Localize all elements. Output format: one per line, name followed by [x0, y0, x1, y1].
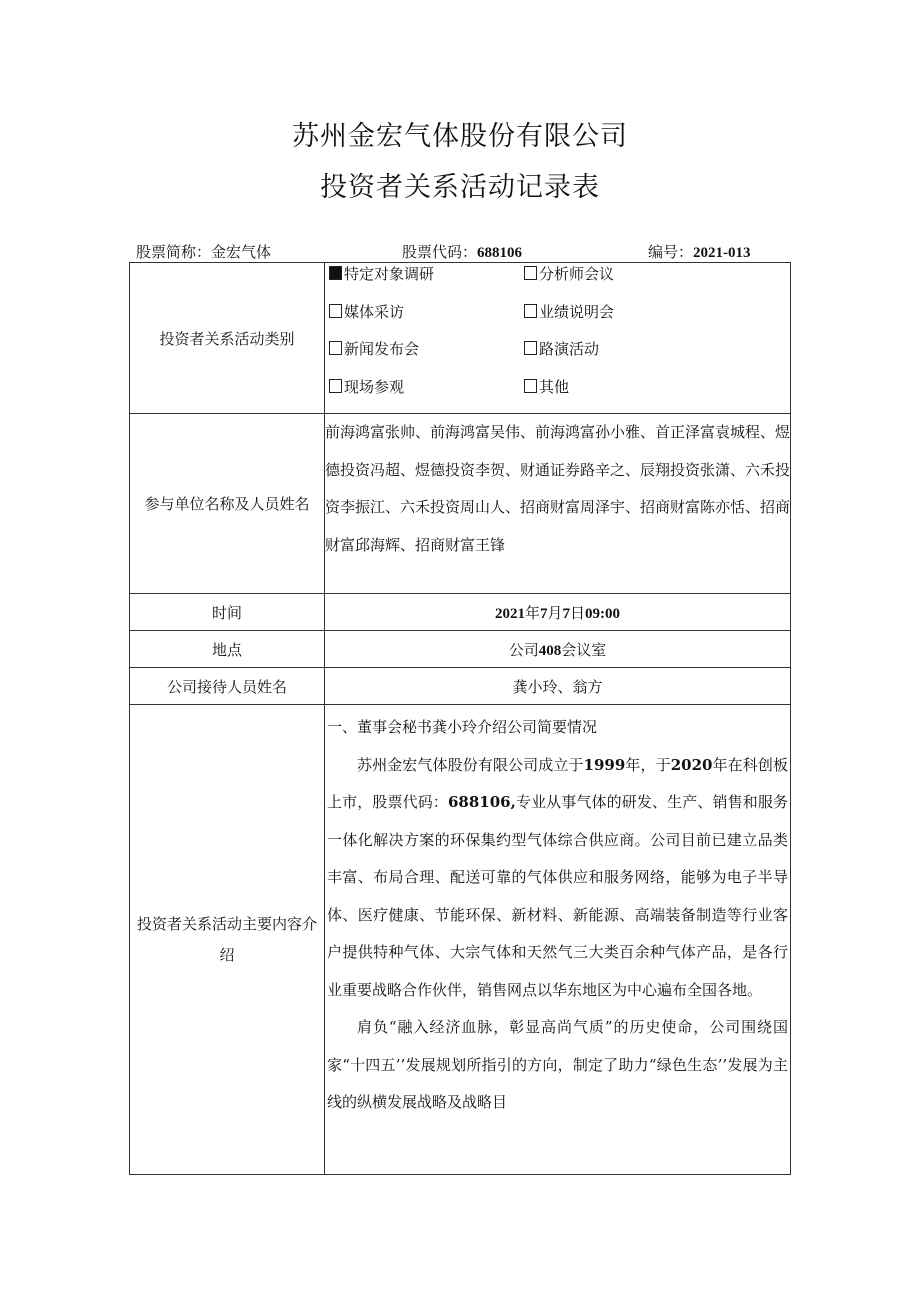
participants-label: 参与单位名称及人员姓名 [130, 414, 325, 594]
intro-text-c: 年在科创板上市，股票代码： [327, 755, 788, 811]
location-label: 地点 [130, 631, 325, 668]
serial-value: 2021-013 [693, 245, 751, 261]
activity-type-row [130, 263, 791, 414]
stock-code-value: 688106 [477, 245, 523, 261]
time-month: 7 [539, 605, 548, 622]
listing-year: 2020 [670, 755, 713, 774]
time-label: 时间 [130, 594, 325, 631]
activity-option-label: 特定对象调研 [344, 265, 435, 283]
activity-option[interactable] [524, 376, 719, 414]
founding-year: 1999 [583, 755, 626, 774]
serial-number [648, 241, 751, 262]
activity-option[interactable] [524, 301, 719, 339]
record-table [129, 262, 791, 1175]
checkbox-icon[interactable] [524, 379, 537, 393]
serial-label: 编号： [648, 243, 694, 261]
time-year: 2021 [494, 605, 525, 622]
checkbox-icon[interactable] [524, 304, 537, 318]
company-title: 苏州金宏气体股份有限公司 [292, 121, 628, 152]
form-title: 投资者关系活动记录表 [320, 172, 600, 203]
main-content-body [325, 705, 791, 1175]
checkbox-icon[interactable] [329, 379, 342, 393]
activity-option[interactable] [329, 376, 524, 414]
checkbox-icon[interactable] [524, 266, 537, 280]
activity-option-label: 其他 [539, 377, 570, 396]
activity-option[interactable] [524, 263, 719, 301]
time-day: 7 [562, 605, 570, 622]
time-clock: 09:00 [585, 605, 621, 622]
activity-option-label: 路演活动 [539, 340, 600, 358]
activity-type-label: 投资者关系活动类别 [130, 263, 325, 414]
location-prefix: 公司 [508, 640, 539, 659]
activity-option-label: 媒体采访 [344, 302, 405, 321]
checkbox-icon[interactable] [329, 304, 342, 318]
activity-option[interactable] [524, 338, 719, 376]
main-content-heading: 一、董事会秘书龚小玲介绍公司简要情况 [327, 718, 598, 736]
activity-option-label: 新闻发布会 [344, 340, 420, 358]
location-room: 408 [538, 642, 562, 659]
stock-code [402, 241, 522, 262]
reception-row [130, 668, 791, 705]
mission-paragraph: 肩负“融入经济血脉，彰显高尚气质”的历史使命，公司围绕国家“十四五’’发展规划所指引的方向，制定了助力“绿色生态’’发展为主线的纵横发展战略及战略目 [327, 1018, 788, 1111]
activity-option-label: 业绩说明会 [539, 302, 615, 321]
activity-option[interactable] [329, 263, 524, 301]
intro-stock-code: 688106, [447, 793, 516, 811]
checkbox-icon[interactable] [524, 341, 537, 355]
time-value: 2021年7月7日09:00 [325, 594, 791, 631]
activity-option-label: 现场参观 [344, 377, 405, 396]
intro-text-a: 苏州金宏气体股份有限公司成立于 [357, 755, 584, 774]
location-suffix: 会议室 [561, 640, 607, 659]
checkbox-group [325, 263, 790, 413]
activity-option[interactable] [329, 338, 524, 376]
activity-option-label: 分析师会议 [539, 265, 615, 283]
main-content-label: 投资者关系活动主要内容介绍 [130, 705, 325, 1175]
stock-code-label: 股票代码： [402, 243, 478, 261]
activity-option[interactable] [329, 301, 524, 339]
company-intro-paragraph [327, 747, 788, 1010]
location-value [325, 631, 791, 668]
time-row [130, 594, 791, 631]
reception-value: 龚小玲、翁方 [325, 668, 791, 705]
main-content-row [130, 705, 791, 1175]
activity-type-options [325, 263, 791, 414]
reception-label: 公司接待人员姓名 [130, 668, 325, 705]
participants-row [130, 414, 791, 594]
checkbox-icon[interactable] [329, 341, 342, 355]
participants-value: 前海鸿富张帅、前海鸿富吴伟、前海鸿富孙小雅、首正泽富袁城程、煜德投资冯超、煜德投资李贺、财通证券路辛之、辰翔投资张潇、六禾投资李振江、六禾投资周山人、招商财富周泽宇、招商财富陈亦恬、招商财富邱海辉、招商财富王锋 [325, 414, 791, 594]
stock-name: 股票简称：金宏气体 [136, 243, 272, 261]
checked-checkbox-icon[interactable] [329, 266, 342, 280]
intro-text-b: 年，于 [625, 755, 671, 774]
location-row [130, 631, 791, 668]
intro-text-d: 专业从事气体的研发、生产、销售和服务一体化解决方案的环保集约型气体综合供应商。公司目前已建立品类丰富、布局合理、配送可靠的气体供应和服务网络，能够为电子半导体、医疗健康、节能环保、新材料、新能源、高端装备制造等行业客户提供特种气体、大宗气体和天然气三大类百余种气体产品，是各行业重要战略合作伙伴，销售网点以华东地区为中心遍布全国各地。 [327, 793, 788, 999]
